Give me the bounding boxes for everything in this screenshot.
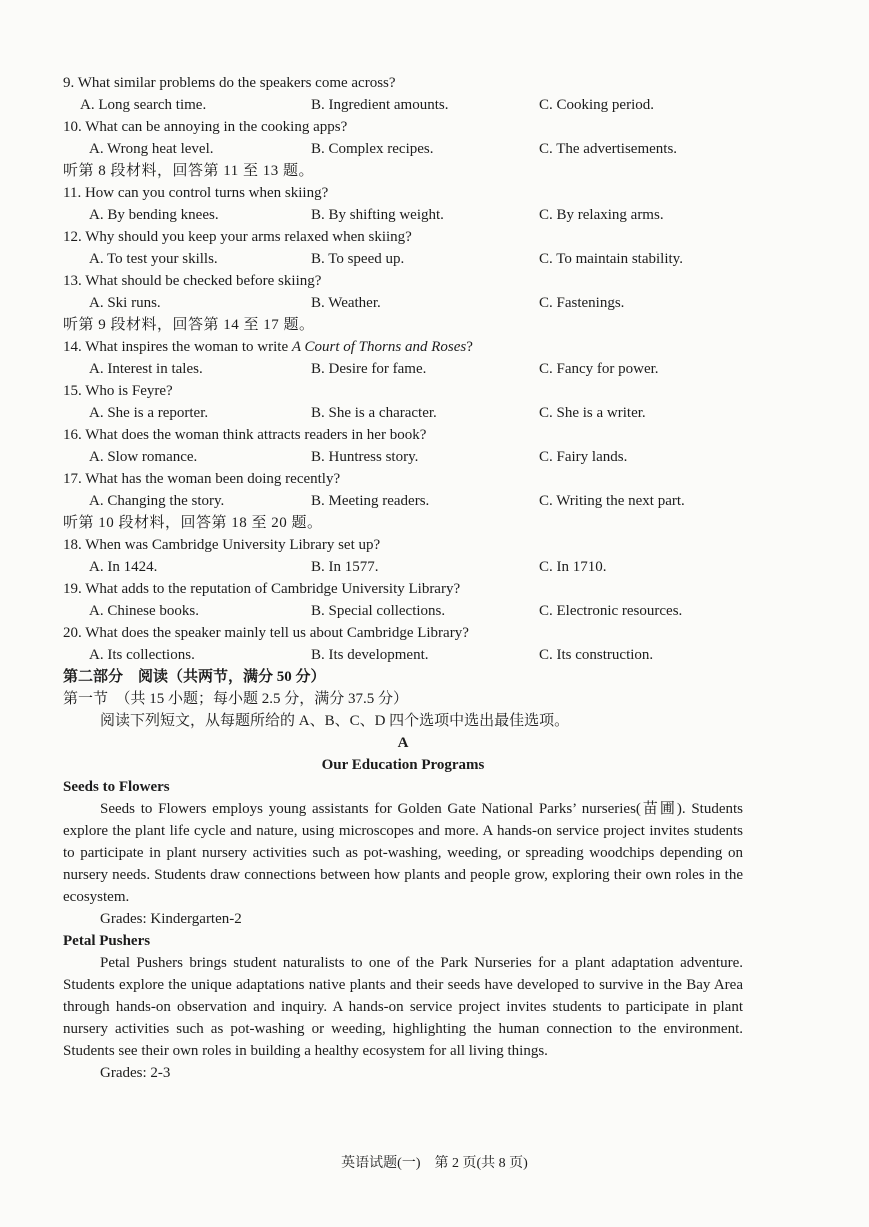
question-18-stem: 18. When was Cambridge University Library set up? <box>63 537 381 553</box>
book-title: A Court of Thorns and Roses <box>291 339 467 355</box>
listening-section-8-heading: 听第 8 段材料，回答第 11 至 13 题。 <box>63 163 314 179</box>
option-b: B. She is a character. <box>311 405 437 421</box>
option-c: C. Electronic resources. <box>539 603 683 619</box>
program-title: Petal Pushers <box>63 933 151 949</box>
passage-letter: A <box>397 735 409 751</box>
question-12-options <box>63 248 743 270</box>
question-20-stem: 20. What does the speaker mainly tell us about Cambridge Library? <box>63 625 469 641</box>
option-b: B. By shifting weight. <box>311 207 444 223</box>
option-b: B. Weather. <box>311 295 381 311</box>
option-c: C. Fastenings. <box>539 295 625 311</box>
option-c: C. In 1710. <box>539 559 607 575</box>
question-9-options <box>63 94 743 116</box>
option-a: A. In 1424. <box>89 559 158 575</box>
option-b: B. Ingredient amounts. <box>311 97 449 113</box>
option-c: C. Writing the next part. <box>539 493 685 509</box>
option-b: B. To speed up. <box>311 251 405 267</box>
option-a: A. Chinese books. <box>89 603 199 619</box>
option-c: C. To maintain stability. <box>539 251 683 267</box>
page-footer: 英语试题(一) 第 2 页(共 8 页) <box>341 1156 528 1171</box>
option-a: A. Long search time. <box>80 97 207 113</box>
question-mark: ? <box>466 339 473 355</box>
question-19-options <box>63 600 743 622</box>
option-c: C. She is a writer. <box>539 405 646 421</box>
question-10-options <box>63 138 743 160</box>
option-a: A. Ski runs. <box>89 295 161 311</box>
program-description: Seeds to Flowers employs young assistants for Golden Gate National Parks’ nurseries(苗圃). Students explore the plant life cycle and nature, using microscopes and more. A hands-on service project invites students to participate in plant nursery activities such as pot-washing, weeding, or spreading woodchips depending on nursery needs. Students draw connections between how plants and people grow, exploring their own roles in the ecosystem. <box>63 801 743 905</box>
option-a: A. Slow romance. <box>89 449 198 465</box>
option-a: A. Interest in tales. <box>89 361 203 377</box>
question-14-stem-text: 14. What inspires the woman to write <box>63 339 292 355</box>
question-16-stem: 16. What does the woman think attracts readers in her book? <box>63 427 427 443</box>
option-c: C. By relaxing arms. <box>539 207 664 223</box>
option-b: B. Its development. <box>311 647 429 663</box>
part-two-heading: 第二部分 阅读（共两节，满分 50 分） <box>63 669 326 685</box>
question-15-stem: 15. Who is Feyre? <box>63 383 173 399</box>
option-a: A. Its collections. <box>89 647 195 663</box>
option-c: C. Cooking period. <box>539 97 654 113</box>
option-b: B. Desire for fame. <box>311 361 427 377</box>
question-16-options <box>63 446 743 468</box>
program-title: Seeds to Flowers <box>63 779 170 795</box>
option-b: B. Complex recipes. <box>311 141 434 157</box>
option-c: C. Fairy lands. <box>539 449 628 465</box>
option-a: A. To test your skills. <box>89 251 218 267</box>
option-c: C. Fancy for power. <box>539 361 659 377</box>
program-description: Petal Pushers brings student naturalists to one of the Park Nurseries for a plant adaptation adventure. Students explore the unique adaptations native plants and their seeds have developed to survive in the Bay Area through hands-on observation and inquiry. A hands-on service project invites students to participate in plant nursery activities such as pot-washing or weeding, highlighting the human connection to the environment. Students see their own roles in building a healthy ecosystem for all living things. <box>63 955 743 1059</box>
question-18-options <box>63 556 743 578</box>
question-19-stem: 19. What adds to the reputation of Cambridge University Library? <box>63 581 461 597</box>
question-10-stem: 10. What can be annoying in the cooking apps? <box>63 119 348 135</box>
program-grades: Grades: 2-3 <box>100 1065 171 1081</box>
listening-section-10-heading: 听第 10 段材料，回答第 18 至 20 题。 <box>63 515 323 531</box>
question-11-options <box>63 204 743 226</box>
question-20-options <box>63 644 743 666</box>
question-15-options <box>63 402 743 424</box>
reading-instruction: 阅读下列短文，从每题所给的 A、B、C、D 四个选项中选出最佳选项。 <box>100 713 570 729</box>
option-b: B. In 1577. <box>311 559 379 575</box>
option-a: A. She is a reporter. <box>89 405 209 421</box>
question-14-options <box>63 358 743 380</box>
option-b: B. Meeting readers. <box>311 493 430 509</box>
option-a: A. Changing the story. <box>89 493 225 509</box>
question-13-options <box>63 292 743 314</box>
program-grades: Grades: Kindergarten-2 <box>100 911 242 927</box>
listening-section-9-heading: 听第 9 段材料，回答第 14 至 17 题。 <box>63 317 315 333</box>
exam-page <box>63 72 743 1084</box>
question-17-options <box>63 490 743 512</box>
passage-title: Our Education Programs <box>321 757 485 773</box>
question-9-stem: 9. What similar problems do the speakers come across? <box>63 75 396 91</box>
option-c: C. Its construction. <box>539 647 654 663</box>
question-11-stem: 11. How can you control turns when skiing? <box>63 185 329 201</box>
section-one-heading: 第一节 （共 15 小题；每小题 2.5 分，满分 37.5 分） <box>63 691 409 707</box>
question-17-stem: 17. What has the woman been doing recently? <box>63 471 341 487</box>
question-14-stem <box>63 336 743 358</box>
option-c: C. The advertisements. <box>539 141 678 157</box>
option-a: A. Wrong heat level. <box>89 141 214 157</box>
option-a: A. By bending knees. <box>89 207 219 223</box>
option-b: B. Special collections. <box>311 603 446 619</box>
question-13-stem: 13. What should be checked before skiing? <box>63 273 322 289</box>
question-12-stem: 12. Why should you keep your arms relaxed when skiing? <box>63 229 412 245</box>
option-b: B. Huntress story. <box>311 449 419 465</box>
